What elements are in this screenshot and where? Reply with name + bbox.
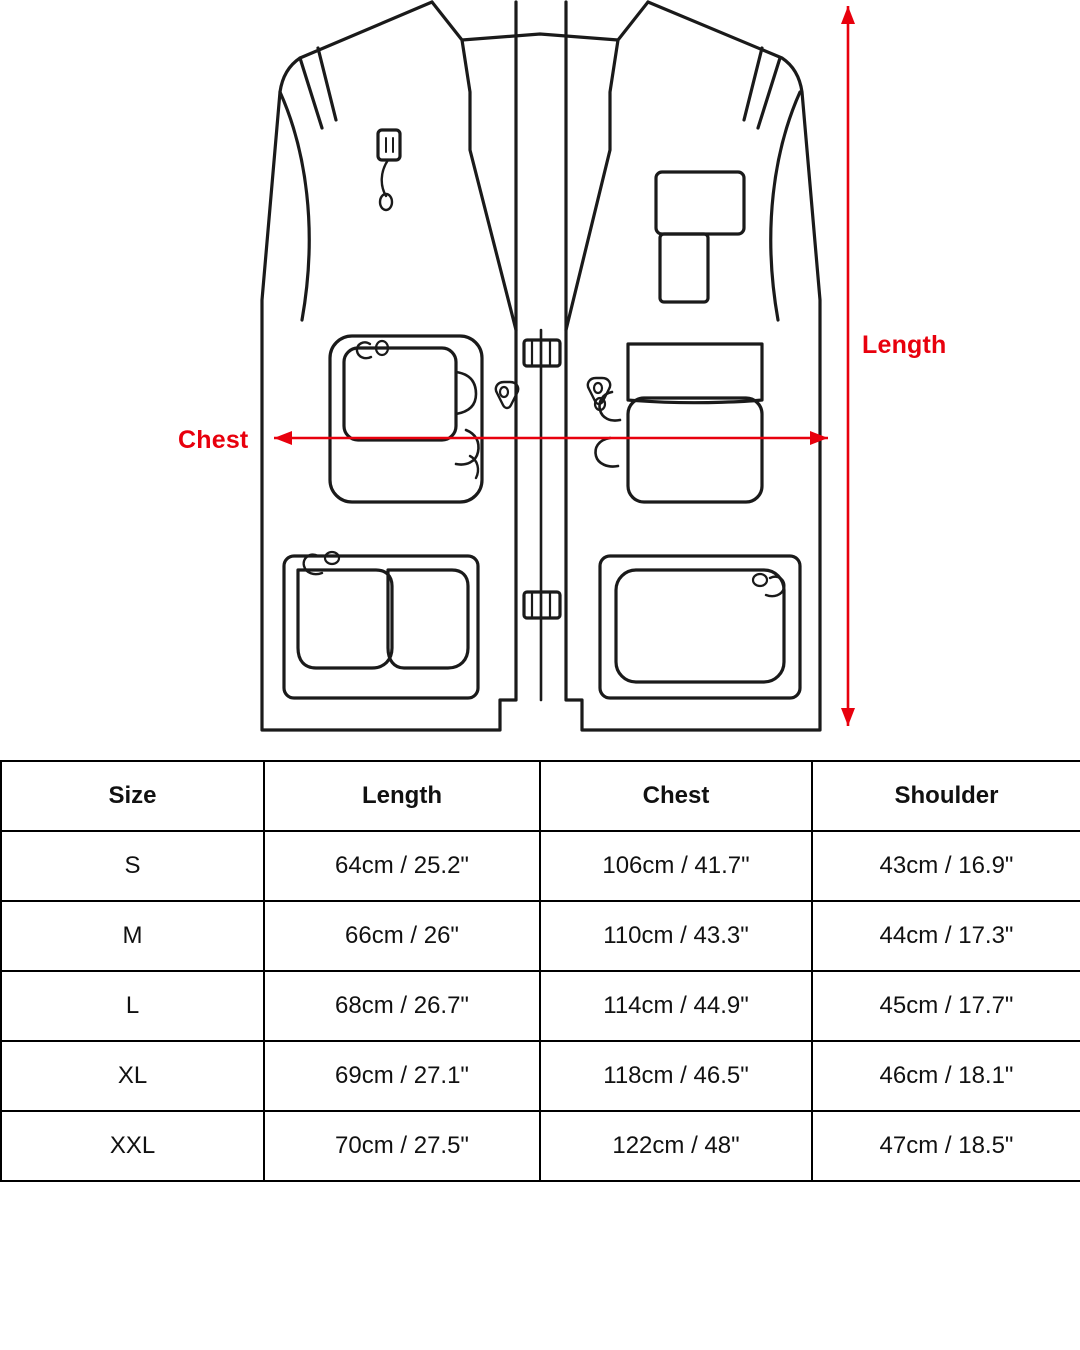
table-row: [1, 901, 1080, 971]
cell-shoulder: 43cm / 16.9": [812, 831, 1080, 901]
cell-length: 64cm / 25.2": [264, 831, 540, 901]
cell-shoulder: 47cm / 18.5": [812, 1111, 1080, 1181]
column-header-chest: Chest: [540, 761, 812, 831]
cell-length: 69cm / 27.1": [264, 1041, 540, 1111]
column-header-shoulder: Shoulder: [812, 761, 1080, 831]
table-row: [1, 1111, 1080, 1181]
cell-chest: 114cm / 44.9": [540, 971, 812, 1041]
cell-shoulder: 45cm / 17.7": [812, 971, 1080, 1041]
chest-dimension-label: Chest: [178, 426, 249, 454]
cell-chest: 118cm / 46.5": [540, 1041, 812, 1111]
cell-size: XL: [1, 1041, 264, 1111]
cell-chest: 122cm / 48": [540, 1111, 812, 1181]
cell-length: 68cm / 26.7": [264, 971, 540, 1041]
cell-size: S: [1, 831, 264, 901]
cell-length: 70cm / 27.5": [264, 1111, 540, 1181]
cell-length: 66cm / 26": [264, 901, 540, 971]
size-chart-container: [0, 760, 1080, 1182]
cell-size: M: [1, 901, 264, 971]
cell-size: L: [1, 971, 264, 1041]
size-chart-table: [0, 760, 1080, 1182]
column-header-size: Size: [1, 761, 264, 831]
length-dimension-label: Length: [862, 331, 947, 359]
cell-shoulder: 46cm / 18.1": [812, 1041, 1080, 1111]
table-row: [1, 971, 1080, 1041]
table-header-row: [1, 761, 1080, 831]
cell-chest: 106cm / 41.7": [540, 831, 812, 901]
column-header-length: Length: [264, 761, 540, 831]
table-row: [1, 831, 1080, 901]
cell-size: XXL: [1, 1111, 264, 1181]
table-row: [1, 1041, 1080, 1111]
cell-shoulder: 44cm / 17.3": [812, 901, 1080, 971]
cell-chest: 110cm / 43.3": [540, 901, 812, 971]
